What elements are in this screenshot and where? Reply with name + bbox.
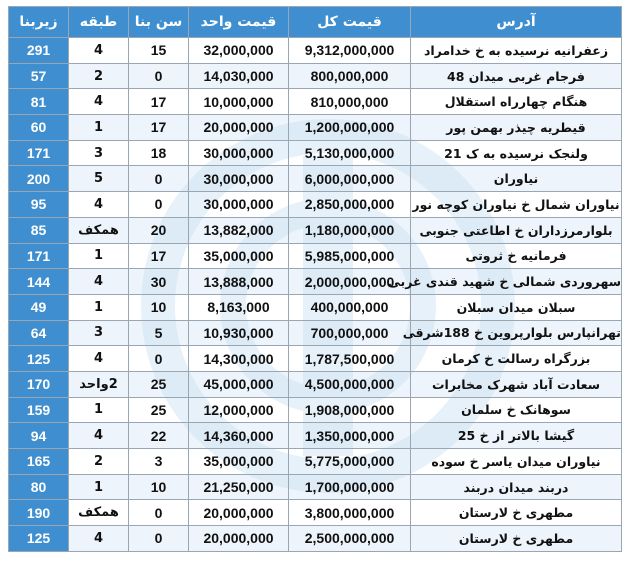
table-row — [9, 63, 622, 89]
table-row — [9, 371, 622, 397]
cell-age: 0 — [129, 166, 189, 192]
table-row — [9, 38, 622, 64]
cell-floor: 3 — [69, 320, 129, 346]
cell-total-price: 700,000,000 — [289, 320, 411, 346]
table-row — [9, 269, 622, 295]
cell-age: 5 — [129, 320, 189, 346]
cell-unit-price: 12,000,000 — [189, 397, 289, 423]
cell-area: 57 — [9, 63, 69, 89]
cell-age: 15 — [129, 38, 189, 64]
table-row — [9, 115, 622, 141]
cell-address: بلوارمرزداران خ اطاعتی جنوبی — [411, 217, 622, 243]
cell-floor: 3 — [69, 140, 129, 166]
cell-total-price: 810,000,000 — [289, 89, 411, 115]
cell-age: 17 — [129, 243, 189, 269]
cell-unit-price: 35,000,000 — [189, 449, 289, 475]
cell-total-price: 5,130,000,000 — [289, 140, 411, 166]
table-row — [9, 89, 622, 115]
table-row — [9, 346, 622, 372]
cell-total-price: 1,908,000,000 — [289, 397, 411, 423]
table-row — [9, 140, 622, 166]
cell-age: 25 — [129, 371, 189, 397]
cell-age: 30 — [129, 269, 189, 295]
cell-age: 22 — [129, 423, 189, 449]
cell-floor: 1 — [69, 243, 129, 269]
cell-unit-price: 35,000,000 — [189, 243, 289, 269]
cell-floor: 1 — [69, 474, 129, 500]
cell-unit-price: 45,000,000 — [189, 371, 289, 397]
cell-total-price: 9,312,000,000 — [289, 38, 411, 64]
cell-floor: 1 — [69, 294, 129, 320]
cell-address: تهرانپارس بلوارپروین خ 188شرقی — [411, 320, 622, 346]
cell-unit-price: 13,888,000 — [189, 269, 289, 295]
cell-floor: 4 — [69, 423, 129, 449]
cell-total-price: 6,000,000,000 — [289, 166, 411, 192]
cell-address: نیاوران شمال خ نیاوران کوچه نور — [411, 192, 622, 218]
header-age: سن بنا — [129, 7, 189, 38]
cell-address: فرجام غربی میدان 48 — [411, 63, 622, 89]
cell-floor: 4 — [69, 89, 129, 115]
cell-total-price: 5,985,000,000 — [289, 243, 411, 269]
header-floor: طبقه — [69, 7, 129, 38]
cell-floor: 2واحد — [69, 371, 129, 397]
cell-floor: 1 — [69, 397, 129, 423]
cell-area: 94 — [9, 423, 69, 449]
header-total-price: قیمت کل — [289, 7, 411, 38]
cell-floor: 4 — [69, 346, 129, 372]
cell-total-price: 1,700,000,000 — [289, 474, 411, 500]
table-row — [9, 217, 622, 243]
cell-address: مطهری خ لارستان — [411, 500, 622, 526]
cell-unit-price: 14,360,000 — [189, 423, 289, 449]
cell-total-price: 1,200,000,000 — [289, 115, 411, 141]
cell-area: 171 — [9, 243, 69, 269]
cell-floor: 4 — [69, 192, 129, 218]
cell-unit-price: 10,000,000 — [189, 89, 289, 115]
cell-area: 81 — [9, 89, 69, 115]
table-row — [9, 166, 622, 192]
cell-address: سوهانک خ سلمان — [411, 397, 622, 423]
cell-age: 10 — [129, 294, 189, 320]
cell-area: 144 — [9, 269, 69, 295]
table-row — [9, 192, 622, 218]
cell-total-price: 2,000,000,000 — [289, 269, 411, 295]
cell-age: 10 — [129, 474, 189, 500]
cell-address: دربند میدان دربند — [411, 474, 622, 500]
cell-unit-price: 13,882,000 — [189, 217, 289, 243]
cell-address: نیاوران میدان یاسر خ سوده — [411, 449, 622, 475]
cell-address: نیاوران — [411, 166, 622, 192]
cell-total-price: 4,500,000,000 — [289, 371, 411, 397]
cell-area: 200 — [9, 166, 69, 192]
table-row — [9, 320, 622, 346]
cell-total-price: 2,500,000,000 — [289, 526, 411, 552]
cell-age: 0 — [129, 192, 189, 218]
cell-address: فرمانیه خ ثروتی — [411, 243, 622, 269]
cell-area: 190 — [9, 500, 69, 526]
header-row — [9, 7, 622, 38]
cell-unit-price: 30,000,000 — [189, 140, 289, 166]
cell-unit-price: 20,000,000 — [189, 526, 289, 552]
cell-unit-price: 20,000,000 — [189, 500, 289, 526]
cell-area: 125 — [9, 346, 69, 372]
cell-area: 80 — [9, 474, 69, 500]
cell-total-price: 3,800,000,000 — [289, 500, 411, 526]
cell-address: گیشا بالاتر از خ 25 — [411, 423, 622, 449]
cell-area: 60 — [9, 115, 69, 141]
cell-age: 0 — [129, 526, 189, 552]
table-row — [9, 526, 622, 552]
cell-floor: 5 — [69, 166, 129, 192]
cell-area: 170 — [9, 371, 69, 397]
cell-unit-price: 20,000,000 — [189, 115, 289, 141]
cell-age: 0 — [129, 346, 189, 372]
cell-floor: همکف — [69, 500, 129, 526]
cell-unit-price: 30,000,000 — [189, 166, 289, 192]
cell-unit-price: 14,030,000 — [189, 63, 289, 89]
table-row — [9, 397, 622, 423]
cell-total-price: 1,787,500,000 — [289, 346, 411, 372]
cell-unit-price: 8,163,000 — [189, 294, 289, 320]
header-area: زیربنا — [9, 7, 69, 38]
cell-address: هنگام چهارراه استقلال — [411, 89, 622, 115]
cell-total-price: 5,775,000,000 — [289, 449, 411, 475]
cell-address: سهروردی شمالی خ شهید قندی غربی — [411, 269, 622, 295]
cell-floor: همکف — [69, 217, 129, 243]
cell-area: 171 — [9, 140, 69, 166]
cell-total-price: 1,350,000,000 — [289, 423, 411, 449]
table-row — [9, 243, 622, 269]
cell-address: سبلان میدان سبلان — [411, 294, 622, 320]
cell-address: زعفرانیه نرسیده به خ خدامراد — [411, 38, 622, 64]
cell-address: سعادت آباد شهرک مخابرات — [411, 371, 622, 397]
cell-floor: 4 — [69, 38, 129, 64]
price-table — [8, 6, 622, 552]
cell-address: ولنجک نرسیده به ک 21 — [411, 140, 622, 166]
cell-total-price: 800,000,000 — [289, 63, 411, 89]
cell-unit-price: 32,000,000 — [189, 38, 289, 64]
cell-total-price: 400,000,000 — [289, 294, 411, 320]
cell-age: 0 — [129, 500, 189, 526]
cell-age: 17 — [129, 115, 189, 141]
cell-area: 291 — [9, 38, 69, 64]
cell-total-price: 2,850,000,000 — [289, 192, 411, 218]
table-row — [9, 449, 622, 475]
cell-floor: 2 — [69, 449, 129, 475]
cell-unit-price: 30,000,000 — [189, 192, 289, 218]
cell-age: 20 — [129, 217, 189, 243]
cell-floor: 2 — [69, 63, 129, 89]
cell-address: بزرگراه رسالت خ کرمان — [411, 346, 622, 372]
cell-area: 85 — [9, 217, 69, 243]
cell-floor: 4 — [69, 269, 129, 295]
cell-age: 0 — [129, 63, 189, 89]
listing-frame — [8, 6, 621, 572]
cell-area: 125 — [9, 526, 69, 552]
cell-age: 3 — [129, 449, 189, 475]
cell-area: 159 — [9, 397, 69, 423]
cell-address: مطهری خ لارستان — [411, 526, 622, 552]
header-unit-price: قیمت واحد — [189, 7, 289, 38]
cell-floor: 1 — [69, 115, 129, 141]
cell-floor: 4 — [69, 526, 129, 552]
cell-unit-price: 10,930,000 — [189, 320, 289, 346]
cell-area: 49 — [9, 294, 69, 320]
cell-age: 17 — [129, 89, 189, 115]
cell-unit-price: 14,300,000 — [189, 346, 289, 372]
cell-area: 95 — [9, 192, 69, 218]
table-row — [9, 500, 622, 526]
cell-age: 25 — [129, 397, 189, 423]
table-row — [9, 294, 622, 320]
cell-unit-price: 21,250,000 — [189, 474, 289, 500]
cell-total-price: 1,180,000,000 — [289, 217, 411, 243]
cell-area: 165 — [9, 449, 69, 475]
cell-address: قیطریه چیذر بهمن پور — [411, 115, 622, 141]
cell-area: 64 — [9, 320, 69, 346]
header-address: آدرس — [411, 7, 622, 38]
table-body — [9, 38, 622, 552]
table-row — [9, 423, 622, 449]
cell-age: 18 — [129, 140, 189, 166]
table-row — [9, 474, 622, 500]
